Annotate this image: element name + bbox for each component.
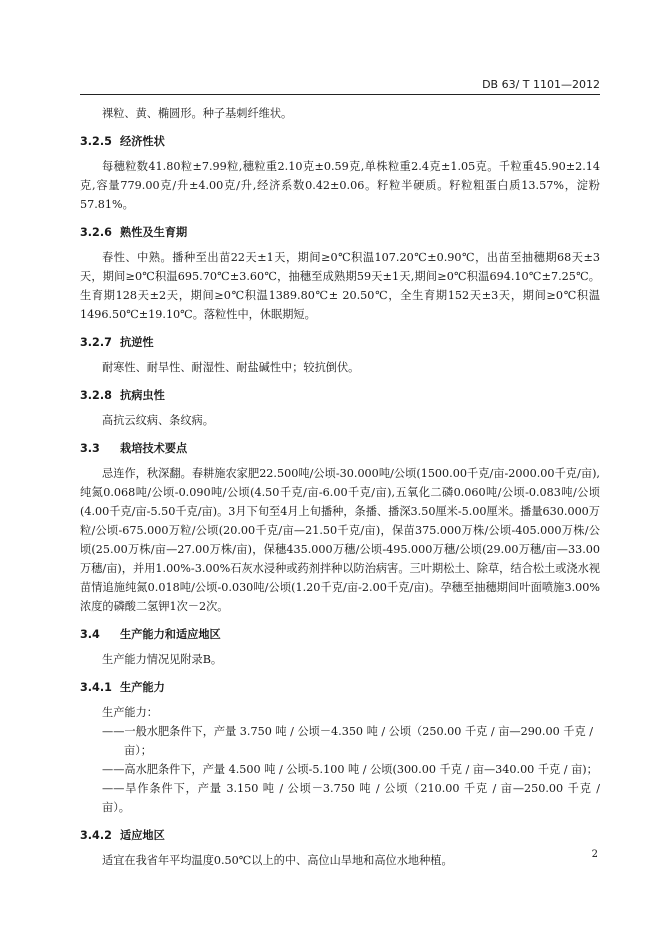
section-heading: 3.4.2 适应地区 bbox=[80, 829, 165, 842]
section-heading: 3.4.1 生产能力 bbox=[80, 681, 165, 694]
document-body bbox=[80, 104, 600, 870]
section-heading: 3.4 生产能力和适应地区 bbox=[80, 628, 221, 641]
intro-paragraph: 裸粒、黄、椭圆形。种子基刺纤维状。 bbox=[102, 107, 293, 120]
section-heading: 3.2.6 熟性及生育期 bbox=[80, 226, 188, 239]
list-item: ——一般水肥条件下，产量 3.750 吨 / 公顷－4.350 吨 / 公顷（250.00 千克 / 亩—290.00 千克 / bbox=[102, 725, 593, 738]
section-heading: 3.2.7 抗逆性 bbox=[80, 336, 154, 349]
section-3-2-5 bbox=[80, 132, 600, 214]
section-lead: 生产能力： bbox=[102, 706, 158, 719]
section-3-2-6 bbox=[80, 223, 600, 324]
section-3-2-7 bbox=[80, 333, 600, 377]
section-3-4-1 bbox=[80, 678, 600, 817]
section-body: 忌连作，秋深翻。春耕施农家肥22.500吨/公顷-30.000吨/公顷(1500.00千克/亩-2000.00千克/亩),纯氮0.068吨/公顷-0.090吨/公顷(4.50千克/亩-6.00千克/亩),五氧化二磷0.060吨/公顷-0.083吨/公顷(4.00千克/亩-5.50千克/亩)。3月下旬至4月上旬播种，条播、播深3.50厘米-5.00厘米。播量630.000万粒/公顷-675.000万粒/公顷(20.00千克/亩—21.50千克/亩)，保苗375.000万株/公顷-405.000万株/公顷(25.00万株/亩—27.00万株/亩)，保穗435.000万穗/公顷-495.000万穗/公顷(29.00万穗/亩—33.00万穗/亩)，并用1.00%-3.00%石灰水浸种或药剂拌种以防治病害。三叶期松土、除草，结合松土或浇水视苗情追施纯氮0.018吨/公顷-0.030吨/公顷(1.20千克/亩-2.00千克/亩)。孕穗至抽穗期间叶面喷施3.00%浓度的磷酸二氢钾1次－2次。 bbox=[80, 467, 600, 613]
list-item: ——高水肥条件下，产量 4.500 吨 / 公顷-5.100 吨 / 公顷(300.00 千克 / 亩—340.00 千克 / 亩)； bbox=[102, 763, 598, 776]
section-body: 高抗云纹病、条纹病。 bbox=[102, 414, 214, 427]
section-body: 耐寒性、耐旱性、耐湿性、耐盐碱性中；较抗倒伏。 bbox=[102, 361, 360, 374]
section-body: 每穗粒数41.80粒±7.99粒,穗粒重2.10克±0.59克,单株粒重2.4克±1.05克。千粒重45.90±2.14克,容量779.00克/升±4.00克/升,经济系数0.42±0.06。籽粒半硬质。籽粒粗蛋白质13.57%，淀粉57.81%。 bbox=[80, 160, 600, 211]
section-heading: 3.2.8 抗病虫性 bbox=[80, 389, 165, 402]
section-body: 春性、中熟。播种至出苗22天±1天，期间≥0℃积温107.20℃±0.90℃，出苗至抽穗期68天±3天，期间≥0℃积温695.70℃±3.60℃，抽穗至成熟期59天±1天,期间≥0℃积温694.10℃±7.25℃。生育期128天±2天，期间≥0℃积温1389.80℃± 20.50℃，全生育期152天±3天，期间≥0℃积温1496.50℃±19.10℃。落粒性中，休眠期短。 bbox=[80, 251, 600, 321]
header-rule bbox=[80, 94, 600, 95]
section-3-2-8 bbox=[80, 386, 600, 430]
section-3-4 bbox=[80, 625, 600, 669]
list-item: ——旱作条件下，产量 3.150 吨 / 公顷－3.750 吨 / 公顷（210.00 千克 / 亩—250.00 千克 / 亩）。 bbox=[102, 782, 600, 814]
section-heading: 3.2.5 经济性状 bbox=[80, 135, 165, 148]
section-3-3 bbox=[80, 439, 600, 616]
list-item-continuation: 亩）； bbox=[124, 744, 152, 757]
section-body: 生产能力情况见附录B。 bbox=[102, 653, 223, 666]
page-number: 2 bbox=[591, 849, 598, 860]
section-3-4-2 bbox=[80, 826, 600, 870]
section-heading: 3.3 栽培技术要点 bbox=[80, 442, 188, 455]
document-id: DB 63/ T 1101—2012 bbox=[482, 78, 600, 91]
section-body: 适宜在我省年平均温度0.50℃以上的中、高位山旱地和高位水地种植。 bbox=[102, 854, 453, 867]
